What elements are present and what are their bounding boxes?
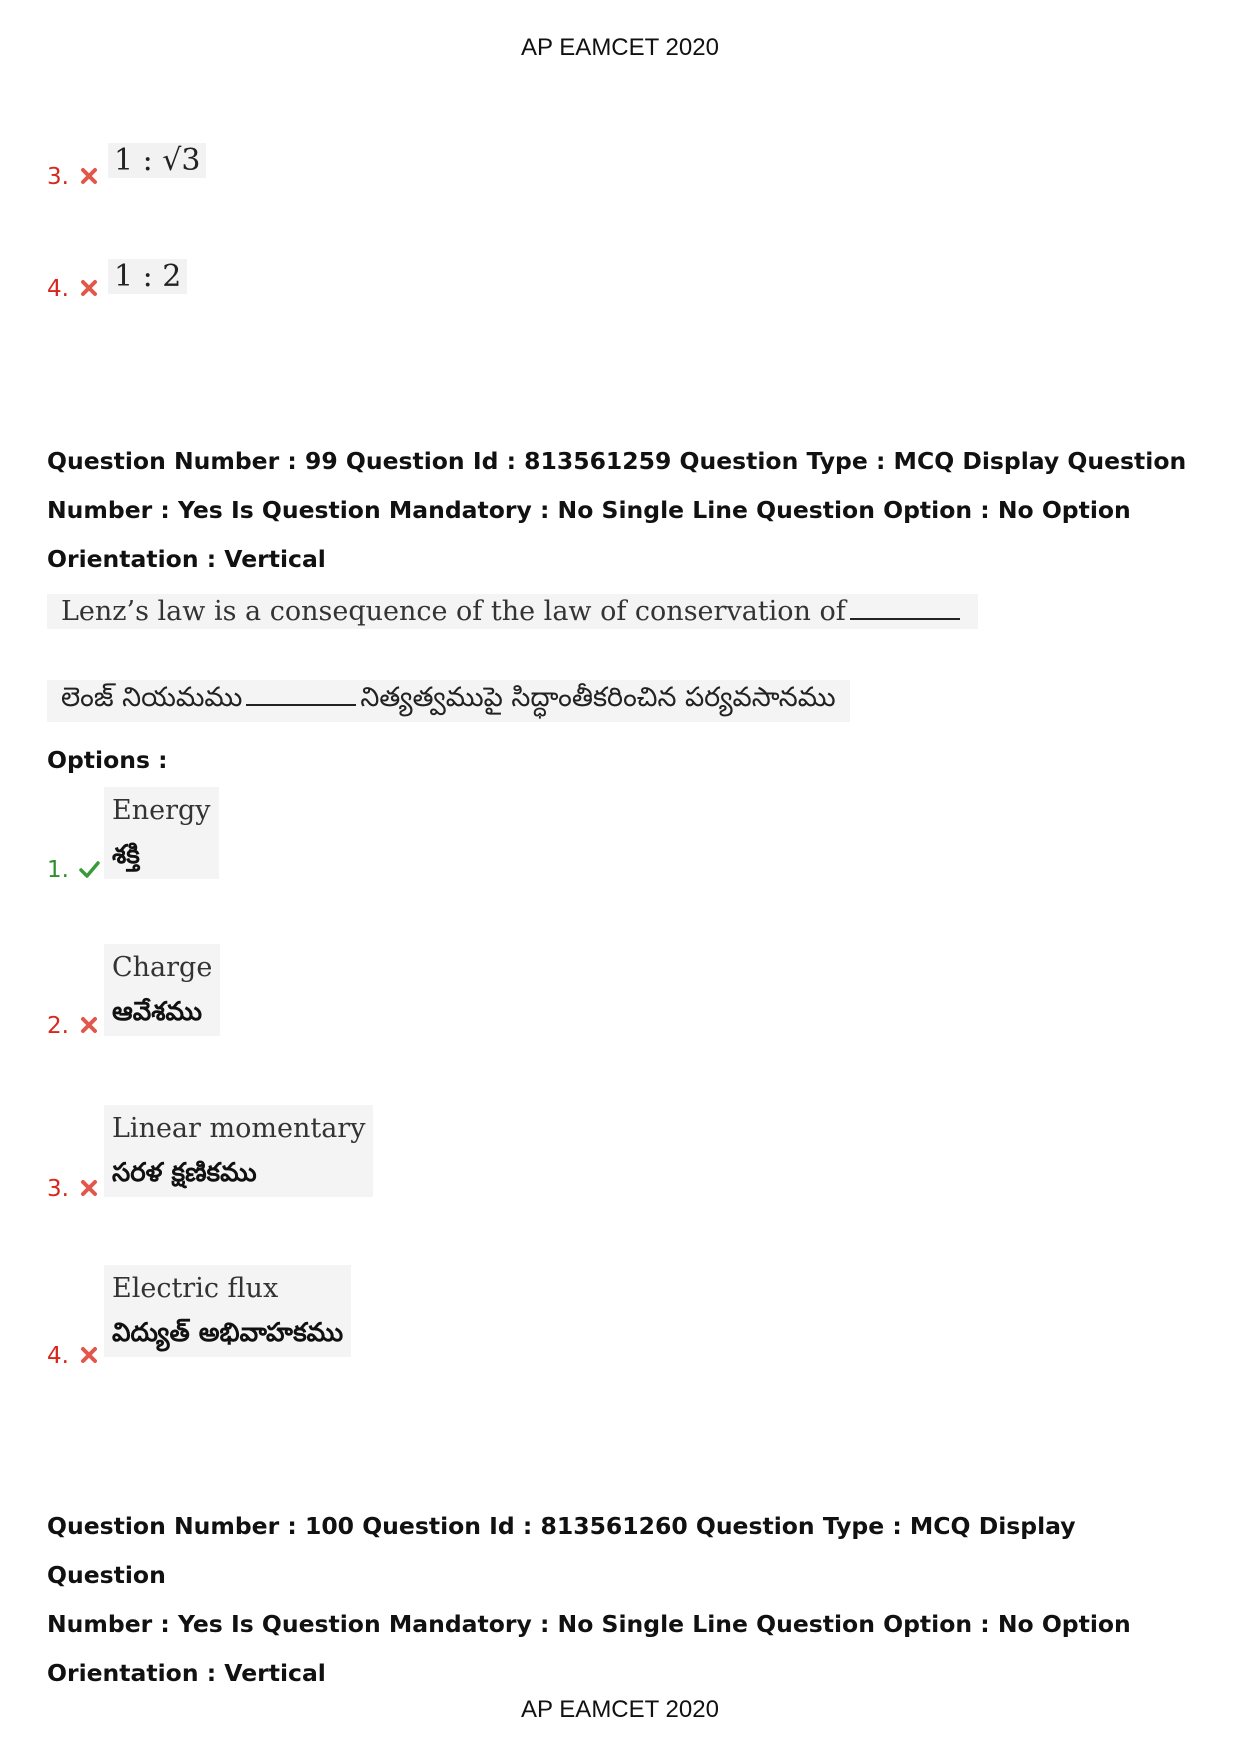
option-text-en: Linear momentary <box>112 1113 366 1144</box>
cross-icon <box>77 1176 101 1200</box>
cross-icon <box>77 1343 101 1367</box>
prev-option-3-formula: 1 : √3 <box>108 143 206 178</box>
option-4-marker <box>47 1343 111 1369</box>
cross-icon <box>77 164 101 188</box>
prev-option-4 <box>47 276 111 302</box>
fill-blank <box>246 704 356 706</box>
prev-option-3 <box>47 164 111 190</box>
question-99-text-te: లెంజ్ నియమము నిత్యత్వముపై సిద్ధాంతీకరించిన పర్యవసానము <box>47 680 850 722</box>
cross-icon <box>77 1013 101 1037</box>
option-number: 4. <box>47 1343 69 1369</box>
meta-line: Orientation : Vertical <box>47 545 326 573</box>
option-2-marker <box>47 1013 111 1039</box>
page-header: AP EAMCET 2020 <box>521 34 719 61</box>
option-text-en: Charge <box>112 952 213 983</box>
meta-line: Number : Yes Is Question Mandatory : No Single Line Question Option : No Option <box>47 1610 1131 1638</box>
option-4-content <box>104 1265 351 1357</box>
meta-line: Question Number : 99 Question Id : 813561259 Question Type : MCQ Display Question <box>47 447 1187 475</box>
question-99-text-en: Lenz’s law is a consequence of the law of conservation of <box>47 594 978 629</box>
fill-blank <box>850 618 960 620</box>
option-text-en: Energy <box>112 795 211 826</box>
option-number: 2. <box>47 1013 69 1039</box>
option-2-content <box>104 944 220 1036</box>
option-1-marker <box>47 857 111 883</box>
question-99-meta <box>47 437 1187 584</box>
prev-option-4-formula: 1 : 2 <box>108 259 187 294</box>
option-number: 3. <box>47 164 69 190</box>
question-100-meta <box>47 1502 1187 1698</box>
meta-line: Question Number : 100 Question Id : 813561260 Question Type : MCQ Display Question <box>47 1512 1076 1589</box>
check-icon <box>77 857 101 881</box>
option-text-te: ఆవేశము <box>112 997 203 1027</box>
page-footer: AP EAMCET 2020 <box>521 1696 719 1723</box>
meta-line: Number : Yes Is Question Mandatory : No Single Line Question Option : No Option <box>47 496 1131 524</box>
option-number: 1. <box>47 857 69 883</box>
option-3-marker <box>47 1176 111 1202</box>
option-3-content <box>104 1105 373 1197</box>
meta-line: Orientation : Vertical <box>47 1659 326 1687</box>
option-number: 4. <box>47 276 69 302</box>
option-1-content <box>104 787 219 879</box>
option-text-te: విద్యుత్ అభివాహకము <box>112 1318 344 1348</box>
option-text-te: శక్తి <box>112 840 140 870</box>
option-text-en: Electric flux <box>112 1273 279 1304</box>
cross-icon <box>77 276 101 300</box>
option-text-te: సరళ క్షణికము <box>112 1158 257 1188</box>
options-label: Options : <box>47 746 168 774</box>
option-number: 3. <box>47 1176 69 1202</box>
